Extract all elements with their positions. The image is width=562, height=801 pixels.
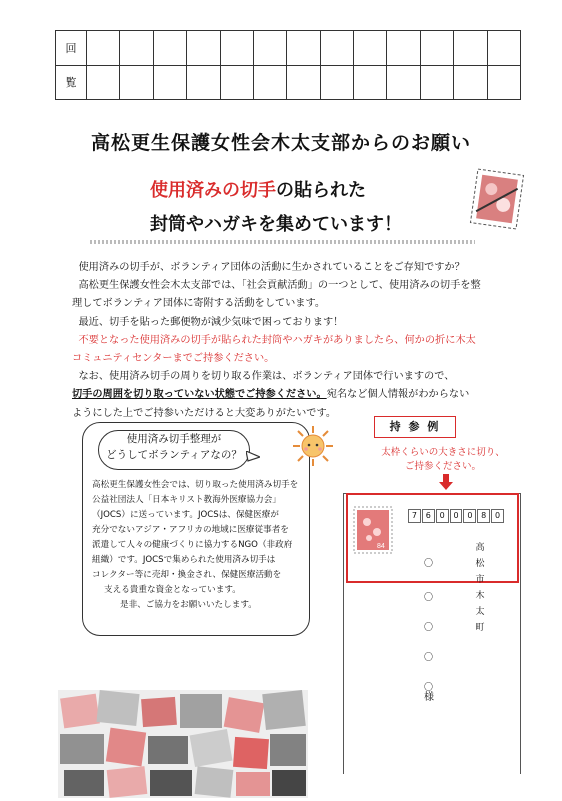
bubble-line1: 使用済み切手整理が [126, 433, 222, 445]
body-p4a: 不要となった使用済みの切手が貼られた封筒やハガキがありましたら、何かの折に木太 [78, 334, 476, 346]
postal-digit: 0 [450, 509, 463, 523]
body-p2b: 理してボランティア団体に寄附する活動をしています。 [72, 298, 326, 310]
subtitle-line1 [150, 176, 366, 202]
stamp-value: 84 [377, 543, 385, 550]
example-note-line1: 太枠くらいの大きさに切り、 [381, 447, 505, 458]
address-vertical [474, 540, 486, 636]
arrow-down-icon [439, 474, 453, 490]
postal-digit: 7 [408, 509, 421, 523]
postal-digit: 6 [422, 509, 435, 523]
body-p1: 使用済みの切手が、ボランティア団体の活動に生かされていることをご存知ですか？ [78, 262, 465, 273]
postal-digit: 8 [477, 509, 490, 523]
address-circle: 〇 [424, 593, 434, 603]
info-line: 公益社団法人「日本キリスト教海外医療協力会」 [92, 495, 281, 505]
body-text [72, 259, 502, 423]
subtitle-rest: の貼られた [276, 180, 366, 201]
page-title: 高松更生保護女性会木太支部からのお願い [90, 132, 471, 154]
address-char: 市 [475, 575, 485, 585]
info-line: 組織）です。JOCSで集められた使用済み切手は [92, 555, 276, 565]
bubble-line2: どうしてボランティアなの？ [106, 449, 242, 461]
address-char: 松 [475, 559, 485, 569]
body-p4b: コミュニティセンターまでご持参ください。 [72, 353, 275, 365]
example-note-line2: ご持参ください。 [404, 461, 481, 472]
address-circle: 〇 [424, 623, 434, 633]
subtitle-highlight: 使用済みの切手 [150, 180, 276, 201]
postal-digit: 0 [463, 509, 476, 523]
body-p6-rest: 宛名など個人情報がわからない [326, 389, 470, 401]
circulation-table [55, 30, 521, 100]
address-char: 高 [475, 543, 485, 553]
body-p6-underlined: 切手の周囲を切り取っていない状態でご持参ください。 [72, 389, 327, 401]
sun-icon [292, 425, 334, 467]
address-char: 太 [475, 607, 485, 617]
example-note [368, 446, 518, 474]
postal-code-boxes [408, 509, 504, 523]
info-line: 支える貴重な資金となっています。 [104, 585, 241, 595]
postal-digit: 0 [436, 509, 449, 523]
body-p7: ようにした上でご持参いただけると大変ありがたいです。 [72, 407, 337, 419]
circulation-label-top: 回 [56, 31, 87, 66]
address-char: 町 [475, 623, 485, 633]
stamp-illustration [468, 166, 526, 232]
body-p3: 最近、切手を貼った郵便物が減少気味で困っております！ [78, 316, 344, 328]
info-line: 充分でないアジア・アフリカの地域に医療従事者を [92, 525, 289, 535]
info-line: （JOCS）に送っています。JOCSは、保健医療が [92, 510, 279, 520]
address-circle: 〇 [424, 683, 434, 693]
subtitle-line2: 封筒やハガキを集めています！ [150, 214, 402, 235]
body-p5: なお、使用済み切手の周りを切り取る作業は、ボランティア団体で行いますので、 [78, 371, 455, 383]
honorific: 様 [424, 692, 434, 703]
circulation-label-bottom: 覧 [56, 65, 87, 100]
example-label: 持 参 例 [374, 416, 456, 438]
info-line: 高松更生保護女性会では、切り取った使用済み切手を [92, 480, 299, 490]
info-line: コレクター等に売却・換金され、保健医療活動を [92, 570, 282, 580]
address-circle: 〇 [424, 559, 434, 569]
body-p2a: 高松更生保護女性会木太支部では、「社会貢献活動」の一つとして、使用済みの切手を整 [78, 280, 481, 292]
info-text [92, 478, 304, 613]
address-char: 木 [475, 591, 485, 601]
address-circle: 〇 [424, 653, 434, 663]
postal-digit: 0 [491, 509, 504, 523]
speech-bubble [98, 430, 250, 470]
stamp-collage-image [58, 690, 308, 798]
info-line: 派遣して人々の健康づくりに協力するNGO（非政府 [92, 540, 293, 550]
divider [90, 240, 475, 244]
info-line: 是非、ご協力をお願いいたします。 [120, 600, 257, 610]
bubble-tail [246, 451, 260, 463]
stamp-icon [353, 506, 393, 554]
